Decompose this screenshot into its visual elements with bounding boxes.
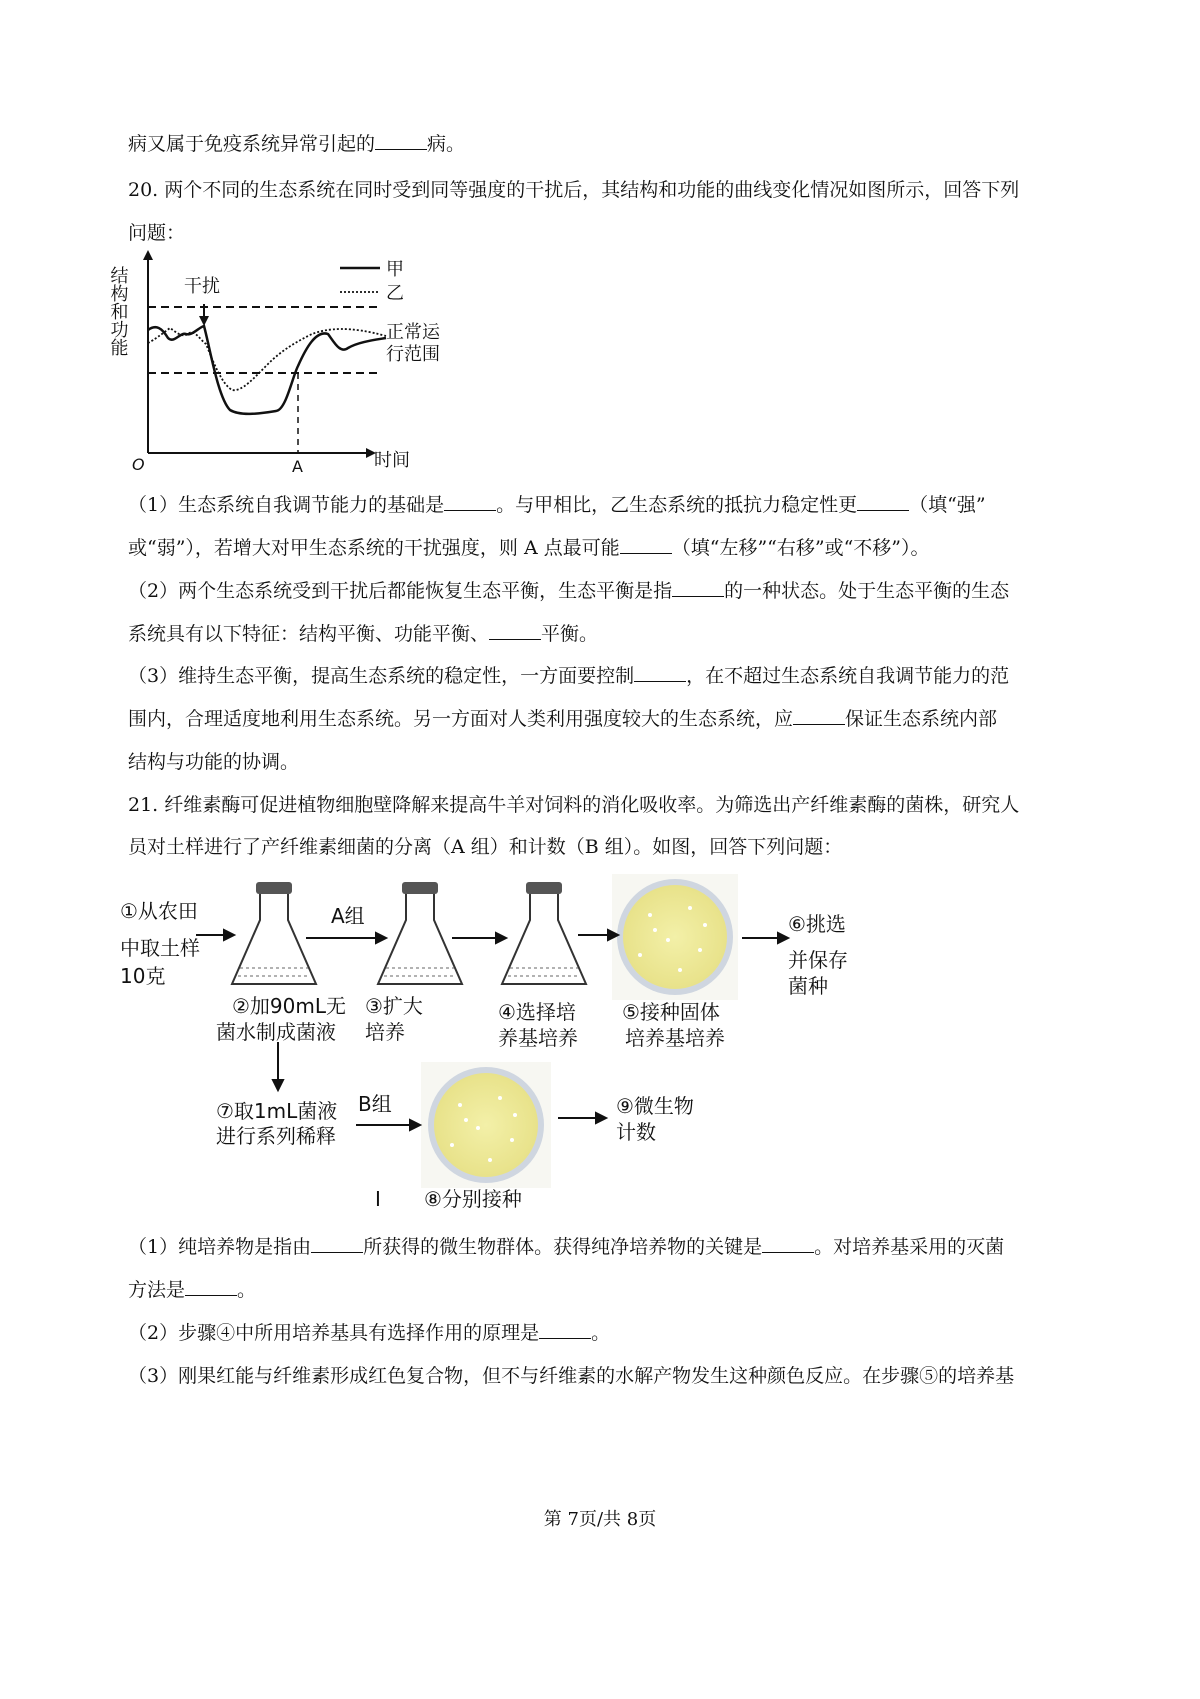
range-label-1: 正常运 bbox=[386, 322, 440, 343]
text-span: ，在不超过生态系统自我调节能力的范 bbox=[686, 665, 1010, 687]
question-21-3-line: （3）刚果红能与纤维素形成红色复合物，但不与纤维素的水解产物发生这种颜色反应。在步骤⑤的培养基 bbox=[128, 1365, 1015, 1387]
step-9-label-a: ⑨微生物 bbox=[616, 1094, 694, 1118]
x-axis-label: 时间 bbox=[374, 450, 410, 471]
answer-blank bbox=[857, 494, 909, 511]
text-span: （2）两个生态系统受到干扰后都能恢复生态平衡，生态平衡是指 bbox=[128, 580, 673, 602]
stability-graph bbox=[107, 248, 458, 480]
flask-1 bbox=[232, 882, 316, 984]
text-span: 病。 bbox=[427, 133, 466, 155]
disturb-arrow-icon bbox=[199, 316, 209, 326]
text-span: 围内，合理适度地利用生态系统。另一方面对人类利用强度较大的生态系统，应 bbox=[128, 708, 794, 730]
step-6-label-a: ⑥挑选 bbox=[788, 912, 846, 936]
text-span: 保证生态系统内部 bbox=[845, 708, 998, 730]
text-span: 方法是 bbox=[128, 1279, 186, 1301]
answer-blank bbox=[539, 1322, 591, 1339]
question-21-1-line2 bbox=[128, 1277, 1088, 1303]
question-20-1-line2 bbox=[128, 535, 1088, 561]
text-span: 病又属于免疫系统异常引起的 bbox=[128, 133, 376, 155]
question-20-2-line1 bbox=[128, 578, 1088, 604]
question-20-stem-cont: 问题： bbox=[128, 222, 186, 244]
question-20-stem: 20. 两个不同的生态系统在同时受到同等强度的干扰后，其结构和功能的曲线变化情况如图所示，回答下列 bbox=[128, 179, 1020, 201]
point-a-label: A bbox=[292, 457, 303, 476]
text-span: （1）纯培养物是指由 bbox=[128, 1236, 312, 1258]
step-3-label-b: 培养 bbox=[365, 1020, 405, 1044]
answer-blank bbox=[793, 708, 845, 725]
text-span: 。 bbox=[237, 1279, 257, 1301]
text-span: 的一种状态。处于生态平衡的生态 bbox=[724, 580, 1010, 602]
step-2-label-b: 菌水制成菌液 bbox=[216, 1020, 336, 1044]
question-20-3-line2 bbox=[128, 706, 1088, 732]
question-21-1-line1 bbox=[128, 1234, 1088, 1260]
question-20-1-line1 bbox=[128, 492, 1088, 518]
question-21-2-line bbox=[128, 1320, 1088, 1346]
roman-numeral-label: I bbox=[375, 1187, 381, 1211]
y-axis-label: 结构和功能 bbox=[107, 266, 129, 356]
step-1-label-c: 10克 bbox=[120, 964, 166, 988]
answer-blank bbox=[762, 1236, 814, 1253]
disturb-label: 干扰 bbox=[184, 276, 220, 297]
text-span: 所获得的微生物群体。获得纯净培养物的关键是 bbox=[363, 1236, 763, 1258]
text-span: 。对培养基采用的灭菌 bbox=[814, 1236, 1005, 1258]
graph-axes bbox=[143, 250, 376, 458]
text-span: 平衡。 bbox=[541, 623, 599, 645]
text-span: 。与甲相比，乙生态系统的抵抗力稳定性更 bbox=[496, 494, 858, 516]
step-9-label-b: 计数 bbox=[616, 1120, 656, 1144]
step-4-label-b: 养基培养 bbox=[498, 1026, 578, 1050]
question-21-stem: 21. 纤维素酶可促进植物细胞壁降解来提高牛羊对饲料的消化吸收率。为筛选出产纤维素酶的菌株，研究人 bbox=[128, 794, 1020, 816]
curve-jia bbox=[148, 326, 386, 414]
answer-blank bbox=[375, 133, 427, 150]
text-span: （3）维持生态平衡，提高生态系统的稳定性，一方面要控制 bbox=[128, 665, 635, 687]
step-4-label-a: ④选择培 bbox=[498, 1000, 576, 1024]
step-1-label-a: ①从农田 bbox=[120, 899, 198, 923]
answer-blank bbox=[444, 494, 496, 511]
flask-3 bbox=[502, 882, 586, 984]
group-a-label: A组 bbox=[331, 904, 365, 928]
answer-blank bbox=[634, 665, 686, 682]
question-20-3-line1 bbox=[128, 663, 1088, 689]
origin-label: O bbox=[132, 455, 145, 474]
page-footer: 第 7页/共 8页 bbox=[543, 1509, 657, 1530]
question-20-3-line3: 结构与功能的协调。 bbox=[128, 751, 300, 773]
step-1-label-b: 中取土样 bbox=[120, 936, 200, 960]
curve-yi bbox=[148, 328, 386, 390]
text-span: 系统具有以下特征：结构平衡、功能平衡、 bbox=[128, 623, 490, 645]
legend-jia: 甲 bbox=[386, 259, 404, 280]
step-2-label-a: ②加90mL无 bbox=[232, 994, 347, 1018]
answer-blank bbox=[489, 623, 541, 640]
answer-blank bbox=[311, 1236, 363, 1253]
text-span: （2）步骤④中所用培养基具有选择作用的原理是 bbox=[128, 1322, 540, 1344]
step-6-label-b: 并保存 bbox=[788, 948, 848, 972]
question-21-stem-cont: 员对土样进行了产纤维素细菌的分离（A 组）和计数（B 组）。如图，回答下列问题： bbox=[128, 836, 843, 858]
text-span: 或“弱”），若增大对甲生态系统的干扰强度，则 A 点最可能 bbox=[128, 537, 620, 559]
step-7-label-b: 进行系列稀释 bbox=[216, 1124, 336, 1148]
step-8-label: ⑧分别接种 bbox=[424, 1187, 522, 1211]
step-3-label-a: ③扩大 bbox=[365, 994, 423, 1018]
step-5-label-b: 培养基培养 bbox=[625, 1026, 725, 1050]
step-7-label-a: ⑦取1mL菌液 bbox=[216, 1099, 338, 1123]
step-6-label-c: 菌种 bbox=[788, 974, 828, 998]
range-label-2: 行范围 bbox=[386, 344, 440, 365]
text-span: （填“左移”“右移”或“不移”）。 bbox=[671, 537, 930, 559]
text-span: 。 bbox=[591, 1322, 611, 1344]
answer-blank bbox=[185, 1279, 237, 1296]
legend-yi: 乙 bbox=[386, 283, 404, 304]
text-line-0 bbox=[128, 131, 1088, 157]
petri-dish-1 bbox=[612, 874, 738, 1000]
flask-2 bbox=[378, 882, 462, 984]
answer-blank bbox=[672, 580, 724, 597]
step-5-label-a: ⑤接种固体 bbox=[622, 1000, 720, 1024]
text-span: （1）生态系统自我调节能力的基础是 bbox=[128, 494, 445, 516]
group-b-label: B组 bbox=[358, 1092, 392, 1116]
petri-dish-2 bbox=[421, 1062, 551, 1188]
answer-blank bbox=[620, 537, 672, 554]
text-span: （填“强” bbox=[909, 494, 986, 516]
question-20-2-line2 bbox=[128, 621, 1088, 647]
